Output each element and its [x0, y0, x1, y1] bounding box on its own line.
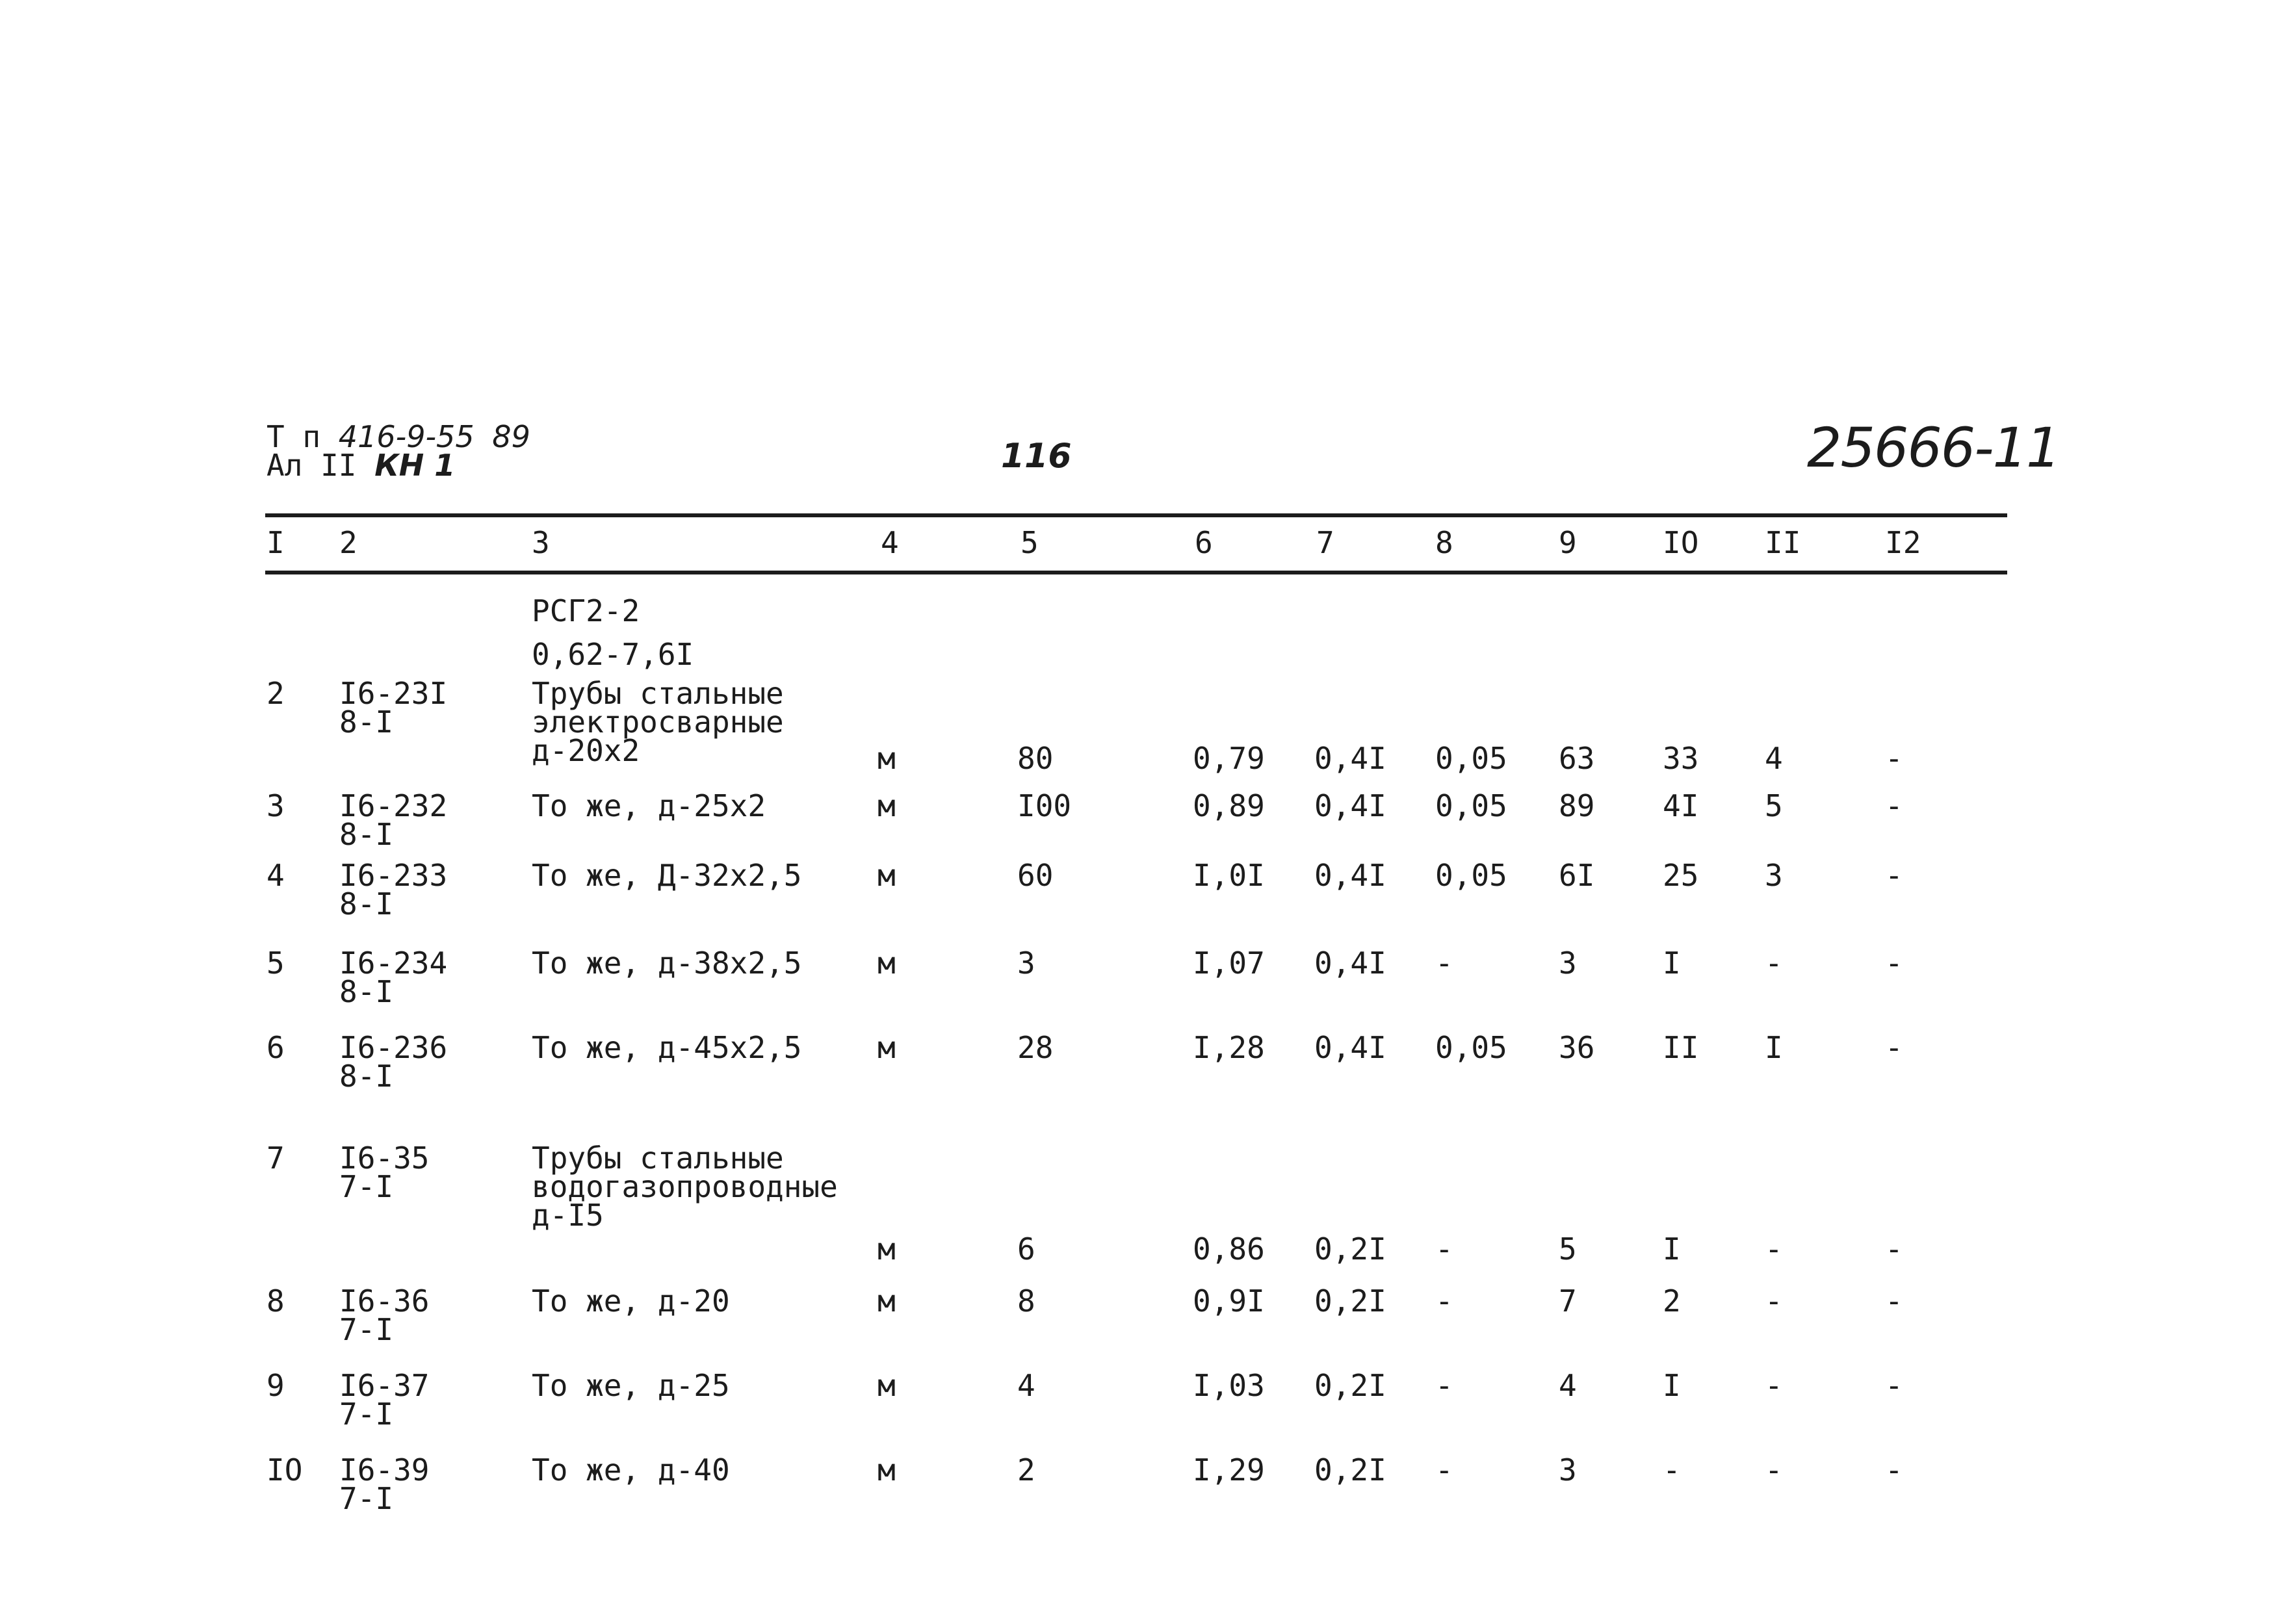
row-col-8: - [1435, 1231, 1453, 1267]
reference-album: Ал II [266, 448, 357, 483]
row-col-7: 0,2I [1314, 1368, 1386, 1403]
row-col-12: - [1885, 1030, 1903, 1065]
row-unit: м [878, 1452, 896, 1488]
row-quantity: 6 [1017, 1231, 1035, 1267]
row-col-9: 63 [1559, 741, 1595, 776]
column-header: 6 [1195, 525, 1213, 560]
row-code: I6-233 8-I [339, 858, 448, 922]
row-quantity: 3 [1017, 946, 1035, 981]
row-unit: м [878, 1283, 896, 1319]
row-code: I6-36 7-I [339, 1283, 430, 1347]
column-header: 8 [1435, 525, 1453, 560]
row-col-11: - [1765, 946, 1783, 981]
row-col-7: 0,4I [1314, 1030, 1386, 1065]
row-col-10: 25 [1663, 858, 1699, 893]
row-col-7: 0,4I [1314, 858, 1386, 893]
row-number: 5 [266, 946, 285, 981]
row-col-7: 0,4I [1314, 946, 1386, 981]
column-header: IO [1663, 525, 1699, 560]
row-col-11: 3 [1765, 858, 1783, 893]
column-header: I2 [1885, 525, 1921, 560]
row-description: То же, д-25х2 [532, 788, 766, 823]
row-col-10: 33 [1663, 741, 1699, 776]
row-number: 9 [266, 1368, 285, 1403]
row-col-7: 0,2I [1314, 1283, 1386, 1319]
row-number: 4 [266, 858, 285, 893]
row-col-6: I,0I [1193, 858, 1265, 893]
row-code: I6-232 8-I [339, 788, 448, 852]
row-col-6: 0,79 [1193, 741, 1265, 776]
row-col-6: 0,86 [1193, 1231, 1265, 1267]
reference-line-1 [266, 419, 530, 454]
row-col-8: 0,05 [1435, 788, 1507, 823]
row-code: I6-35 7-I [339, 1141, 430, 1204]
row-col-8: - [1435, 1368, 1453, 1403]
document-reference [266, 419, 530, 483]
row-col-12: - [1885, 946, 1903, 981]
row-col-9: 3 [1559, 946, 1577, 981]
row-col-10: I [1663, 946, 1681, 981]
row-col-10: I [1663, 1231, 1681, 1267]
row-col-12: - [1885, 1283, 1903, 1319]
row-description: То же, д-45х2,5 [532, 1030, 802, 1065]
row-col-10: 2 [1663, 1283, 1681, 1319]
row-code: I6-37 7-I [339, 1368, 430, 1432]
row-number: 7 [266, 1141, 285, 1176]
row-col-6: 0,9I [1193, 1283, 1265, 1319]
row-col-6: I,07 [1193, 946, 1265, 981]
row-col-7: 0,2I [1314, 1452, 1386, 1488]
column-header: 7 [1316, 525, 1334, 560]
row-col-9: 89 [1559, 788, 1595, 823]
row-col-9: 6I [1559, 858, 1595, 893]
row-col-9: 4 [1559, 1368, 1577, 1403]
section-subtitle: 0,62-7,6I [532, 637, 694, 672]
column-header: 3 [532, 525, 550, 560]
row-number: 3 [266, 788, 285, 823]
row-number: 8 [266, 1283, 285, 1319]
row-quantity: 2 [1017, 1452, 1035, 1488]
row-unit: м [878, 946, 896, 981]
row-col-11: - [1765, 1452, 1783, 1488]
row-col-11: 5 [1765, 788, 1783, 823]
row-code: I6-23I 8-I [339, 676, 448, 740]
row-col-6: I,03 [1193, 1368, 1265, 1403]
row-description: То же, д-38х2,5 [532, 946, 802, 981]
row-col-9: 36 [1559, 1030, 1595, 1065]
row-quantity: 60 [1017, 858, 1054, 893]
row-quantity: 8 [1017, 1283, 1035, 1319]
row-quantity: I00 [1017, 788, 1072, 823]
row-col-9: 5 [1559, 1231, 1577, 1267]
row-col-11: - [1765, 1283, 1783, 1319]
row-code: I6-236 8-I [339, 1030, 448, 1094]
row-col-10: 4I [1663, 788, 1699, 823]
row-col-11: I [1765, 1030, 1783, 1065]
row-number: IO [266, 1452, 303, 1488]
row-code: I6-39 7-I [339, 1452, 430, 1516]
row-col-8: 0,05 [1435, 741, 1507, 776]
row-unit: м [878, 1030, 896, 1065]
table-top-rule [265, 513, 2007, 517]
row-col-9: 7 [1559, 1283, 1577, 1319]
row-description: Трубы стальные электросварные д-20х2 [532, 676, 784, 768]
row-col-7: 0,4I [1314, 741, 1386, 776]
reference-line-2 [266, 448, 530, 483]
row-col-9: 3 [1559, 1452, 1577, 1488]
row-col-12: - [1885, 858, 1903, 893]
row-col-11: 4 [1765, 741, 1783, 776]
row-col-7: 0,4I [1314, 788, 1386, 823]
row-col-10: - [1663, 1452, 1681, 1488]
column-header: 2 [339, 525, 358, 560]
row-unit: м [878, 1231, 896, 1267]
row-col-6: I,29 [1193, 1452, 1265, 1488]
row-unit: м [878, 858, 896, 893]
reference-project-code: 416-9-55 [338, 419, 474, 454]
row-col-12: - [1885, 1368, 1903, 1403]
row-number: 2 [266, 676, 285, 711]
row-number: 6 [266, 1030, 285, 1065]
row-col-6: I,28 [1193, 1030, 1265, 1065]
column-header: 9 [1559, 525, 1577, 560]
row-col-10: I [1663, 1368, 1681, 1403]
reference-year: 89 [492, 419, 530, 454]
row-col-8: 0,05 [1435, 858, 1507, 893]
row-unit: м [878, 1368, 896, 1403]
row-description: Трубы стальные водогазопроводные д-I5 [532, 1141, 838, 1233]
row-col-8: - [1435, 946, 1453, 981]
row-description: То же, д-40 [532, 1452, 730, 1488]
row-col-12: - [1885, 1231, 1903, 1267]
row-col-6: 0,89 [1193, 788, 1265, 823]
reference-prefix: Т п [266, 419, 321, 454]
reference-book: КН 1 [374, 448, 456, 483]
row-description: То же, д-20 [532, 1283, 730, 1319]
row-code: I6-234 8-I [339, 946, 448, 1009]
column-header: 4 [881, 525, 899, 560]
row-col-12: - [1885, 741, 1903, 776]
column-header: I [266, 525, 285, 560]
row-col-7: 0,2I [1314, 1231, 1386, 1267]
row-col-11: - [1765, 1368, 1783, 1403]
row-col-11: - [1765, 1231, 1783, 1267]
row-quantity: 28 [1017, 1030, 1054, 1065]
row-description: То же, Д-32х2,5 [532, 858, 802, 893]
row-col-10: II [1663, 1030, 1699, 1065]
column-header: 5 [1020, 525, 1039, 560]
row-col-8: 0,05 [1435, 1030, 1507, 1065]
row-description: То же, д-25 [532, 1368, 730, 1403]
row-quantity: 4 [1017, 1368, 1035, 1403]
row-col-8: - [1435, 1283, 1453, 1319]
row-col-8: - [1435, 1452, 1453, 1488]
column-header: II [1765, 525, 1801, 560]
row-col-12: - [1885, 1452, 1903, 1488]
page-number: 116 [1001, 437, 1072, 476]
section-title: РСГ2-2 [532, 593, 640, 628]
row-unit: м [878, 741, 896, 776]
row-quantity: 80 [1017, 741, 1054, 776]
row-col-12: - [1885, 788, 1903, 823]
row-unit: м [878, 788, 896, 823]
document-number: 25666-11 [1807, 416, 2060, 480]
table-header-rule [265, 571, 2007, 574]
